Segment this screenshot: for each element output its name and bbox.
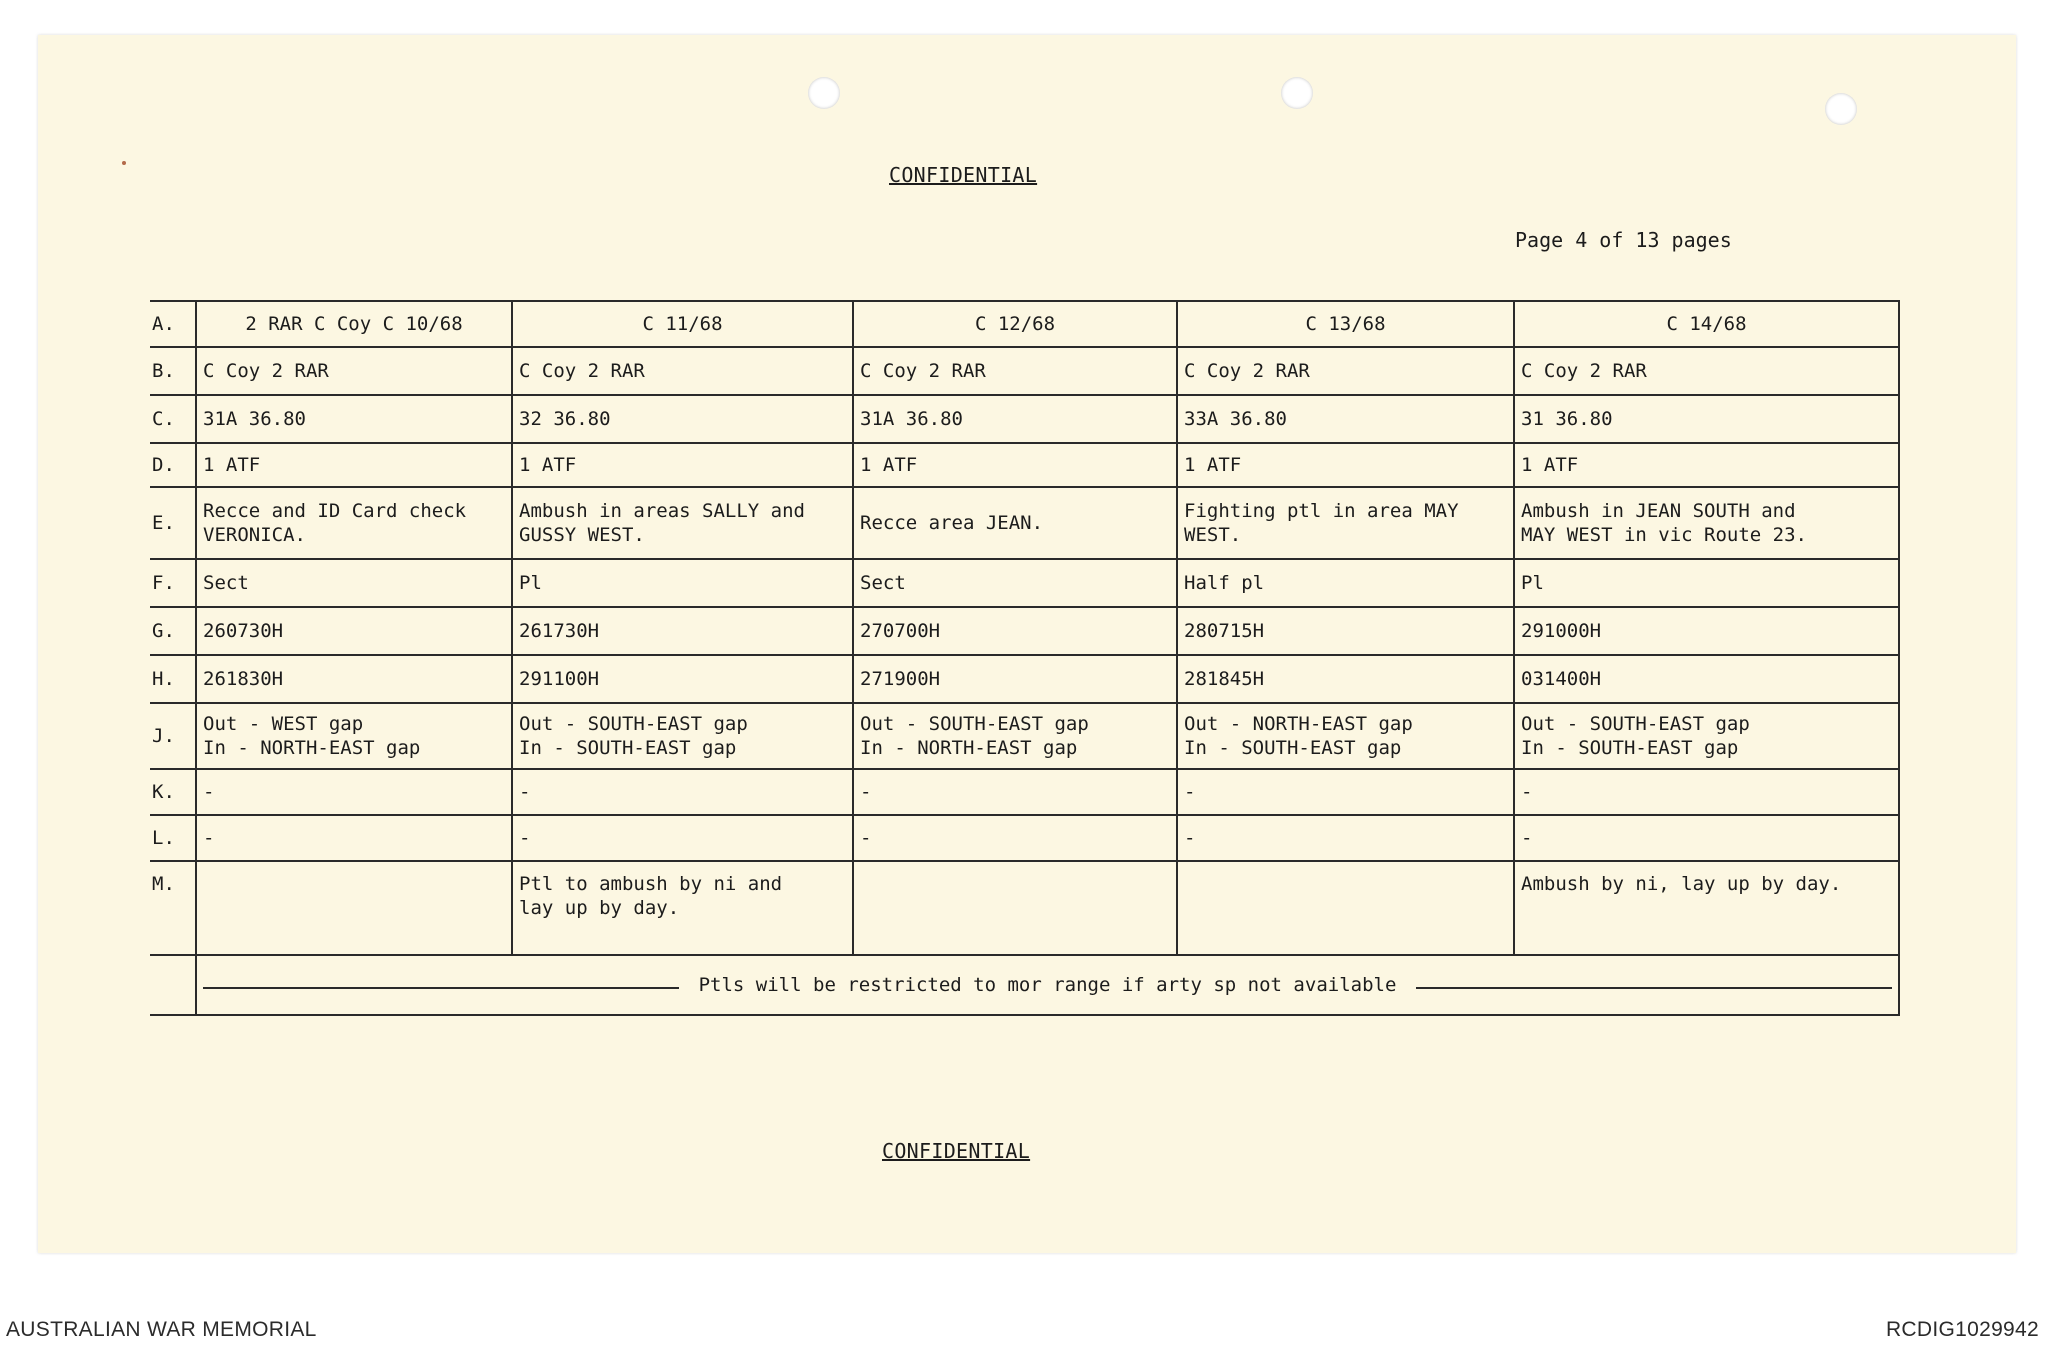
table-cell: C 12/68 bbox=[853, 301, 1177, 347]
table-row bbox=[150, 769, 1899, 815]
table-cell: 291100H bbox=[512, 655, 853, 703]
credit-right: RCDIG1029942 bbox=[1885, 1318, 2039, 1341]
table-cell: Fighting ptl in area MAY WEST. bbox=[1177, 487, 1514, 559]
table-cell: C Coy 2 RAR bbox=[1177, 347, 1514, 395]
table-cell: - bbox=[1514, 769, 1899, 815]
row-label: M. bbox=[150, 861, 196, 955]
row-label-empty bbox=[150, 955, 196, 1015]
table-cell: C Coy 2 RAR bbox=[1514, 347, 1899, 395]
footer-rule-right bbox=[1416, 987, 1892, 989]
table-cell: - bbox=[1177, 769, 1514, 815]
table-cell: - bbox=[1514, 815, 1899, 861]
table-cell: Half pl bbox=[1177, 559, 1514, 607]
table-cell: 1 ATF bbox=[853, 443, 1177, 487]
table-row bbox=[150, 655, 1899, 703]
row-label: G. bbox=[150, 607, 196, 655]
table-footer-row bbox=[150, 955, 1899, 1015]
table-cell: - bbox=[196, 815, 512, 861]
punch-hole-left bbox=[808, 77, 840, 109]
table-cell: C Coy 2 RAR bbox=[196, 347, 512, 395]
table-cell: Ptl to ambush by ni and lay up by day. bbox=[512, 861, 853, 955]
footer-rule-left bbox=[203, 987, 679, 989]
table-cell: 281845H bbox=[1177, 655, 1514, 703]
table-cell bbox=[1177, 861, 1514, 955]
table-row bbox=[150, 703, 1899, 769]
table-row bbox=[150, 347, 1899, 395]
footer-note: Ptls will be restricted to mor range if arty sp not available bbox=[698, 974, 1397, 996]
confidential-heading-bottom: CONFIDENTIAL bbox=[882, 1139, 1031, 1163]
table-row bbox=[150, 395, 1899, 443]
paper-speck bbox=[122, 161, 126, 165]
row-label: E. bbox=[150, 487, 196, 559]
table-cell: Pl bbox=[1514, 559, 1899, 607]
table-cell: Ambush by ni, lay up by day. bbox=[1514, 861, 1899, 955]
table-row bbox=[150, 861, 1899, 955]
table-cell: Sect bbox=[196, 559, 512, 607]
credit-left: AUSTRALIAN WAR MEMORIAL bbox=[6, 1318, 317, 1341]
table-cell: 291000H bbox=[1514, 607, 1899, 655]
confidential-heading-top: CONFIDENTIAL bbox=[889, 163, 1038, 187]
footer-note-cell bbox=[196, 955, 1899, 1015]
table-cell: Out - WEST gap In - NORTH-EAST gap bbox=[196, 703, 512, 769]
table-cell: - bbox=[853, 769, 1177, 815]
table-cell: 261730H bbox=[512, 607, 853, 655]
table-cell: Sect bbox=[853, 559, 1177, 607]
table-cell: Pl bbox=[512, 559, 853, 607]
table-cell: Recce area JEAN. bbox=[853, 487, 1177, 559]
table-cell: C Coy 2 RAR bbox=[853, 347, 1177, 395]
punch-hole-middle bbox=[1281, 77, 1313, 109]
table-cell: 33A 36.80 bbox=[1177, 395, 1514, 443]
row-label: J. bbox=[150, 703, 196, 769]
table-cell: 261830H bbox=[196, 655, 512, 703]
row-label: K. bbox=[150, 769, 196, 815]
table-row bbox=[150, 815, 1899, 861]
table-cell: 1 ATF bbox=[1514, 443, 1899, 487]
table-row bbox=[150, 607, 1899, 655]
table-row bbox=[150, 443, 1899, 487]
table-cell bbox=[853, 861, 1177, 955]
row-label: A. bbox=[150, 301, 196, 347]
table-cell: - bbox=[512, 769, 853, 815]
patrol-table bbox=[150, 300, 1900, 1016]
table-cell: C 11/68 bbox=[512, 301, 853, 347]
table-cell: C Coy 2 RAR bbox=[512, 347, 853, 395]
table-cell: 32 36.80 bbox=[512, 395, 853, 443]
table-row bbox=[150, 559, 1899, 607]
row-label: H. bbox=[150, 655, 196, 703]
table-cell: 260730H bbox=[196, 607, 512, 655]
table-cell: 271900H bbox=[853, 655, 1177, 703]
table-cell: - bbox=[512, 815, 853, 861]
table-cell: 31A 36.80 bbox=[853, 395, 1177, 443]
row-label: D. bbox=[150, 443, 196, 487]
table-cell: Out - SOUTH-EAST gap In - NORTH-EAST gap bbox=[853, 703, 1177, 769]
row-label: L. bbox=[150, 815, 196, 861]
table-cell: - bbox=[196, 769, 512, 815]
table-cell: 1 ATF bbox=[196, 443, 512, 487]
punch-hole-right bbox=[1825, 93, 1857, 125]
row-label: B. bbox=[150, 347, 196, 395]
table-cell: 1 ATF bbox=[512, 443, 853, 487]
row-label: F. bbox=[150, 559, 196, 607]
table-cell: 1 ATF bbox=[1177, 443, 1514, 487]
table-cell: C 14/68 bbox=[1514, 301, 1899, 347]
table-row bbox=[150, 301, 1899, 347]
table-cell: C 13/68 bbox=[1177, 301, 1514, 347]
table-cell: Out - SOUTH-EAST gap In - SOUTH-EAST gap bbox=[1514, 703, 1899, 769]
table-cell: Recce and ID Card check VERONICA. bbox=[196, 487, 512, 559]
table-cell: 2 RAR C Coy C 10/68 bbox=[196, 301, 512, 347]
table-row bbox=[150, 487, 1899, 559]
table-cell bbox=[196, 861, 512, 955]
table-cell: 270700H bbox=[853, 607, 1177, 655]
row-label: C. bbox=[150, 395, 196, 443]
page-number-info: Page 4 of 13 pages bbox=[1515, 228, 1732, 252]
table-cell: 031400H bbox=[1514, 655, 1899, 703]
table-cell: 31A 36.80 bbox=[196, 395, 512, 443]
table-cell: Ambush in JEAN SOUTH and MAY WEST in vic Route 23. bbox=[1514, 487, 1899, 559]
table-cell: - bbox=[1177, 815, 1514, 861]
table-cell: 31 36.80 bbox=[1514, 395, 1899, 443]
table-cell: Ambush in areas SALLY and GUSSY WEST. bbox=[512, 487, 853, 559]
table-cell: 280715H bbox=[1177, 607, 1514, 655]
table-cell: - bbox=[853, 815, 1177, 861]
table-cell: Out - NORTH-EAST gap In - SOUTH-EAST gap bbox=[1177, 703, 1514, 769]
table-cell: Out - SOUTH-EAST gap In - SOUTH-EAST gap bbox=[512, 703, 853, 769]
